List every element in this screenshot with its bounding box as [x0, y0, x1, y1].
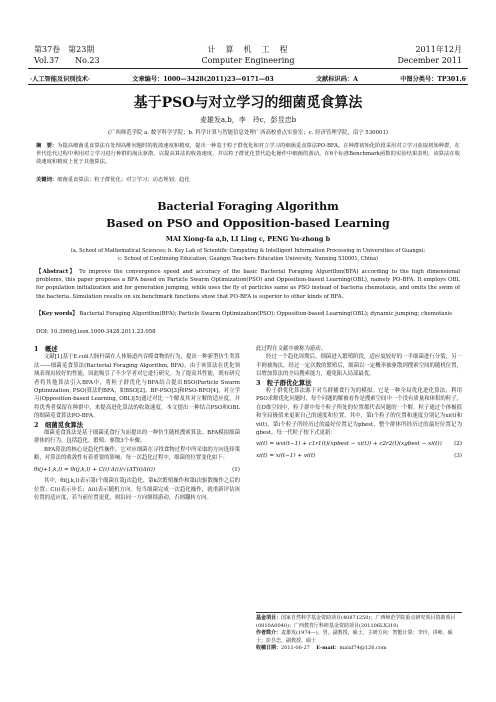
- journal-date: [397, 44, 462, 66]
- abstract-cn: [36, 142, 460, 166]
- volume-en: Vol.37 No.23: [34, 56, 100, 65]
- section-2-paragraph-4: 经过一个趋化周期后，细菌进入繁殖阶段，适应度较好的一半细菌进行分裂，另一半则被淘汰。经过一定次数的繁殖后，细菌以一定概率被驱散到搜索空间的随机位置，以增加算法的全局搜索能力，避免陷入局部最优。: [256, 354, 462, 378]
- date-cn: 2011年12月: [415, 45, 462, 54]
- volume-cn: 第37卷 第23期: [34, 45, 95, 54]
- equation-3: [256, 452, 462, 460]
- equation-1-number: (1): [232, 466, 240, 473]
- equation-2-number: (2): [454, 441, 462, 448]
- equation-3-body: xi(t) = xi(t−1) + vi(t): [256, 452, 316, 459]
- keywords-cn: [36, 176, 460, 184]
- email-address: maixf74@126.com: [339, 645, 387, 652]
- title-en-line1: Bacterial Foraging Algorithm: [157, 200, 339, 213]
- footnote: [256, 612, 462, 653]
- clc-number: 中图分类号：TP301.6: [400, 76, 466, 83]
- meta-rule: [28, 84, 468, 85]
- equation-3-number: (3): [454, 452, 462, 459]
- abstract-en: [36, 268, 460, 301]
- journal-name-cn: 计 算 机 工 程: [207, 45, 289, 54]
- document-code: 文献标识码：A: [316, 76, 358, 83]
- title-en: [0, 198, 496, 232]
- journal-name-en: Computer Engineering: [201, 56, 295, 65]
- received-label: 收稿日期：: [256, 645, 282, 652]
- abstract-cn-text: 为提高细菌觅食算法在处理高维问题时的收敛速度和精度，提出一种基于粒子群优化和对立学习的细菌觅食算法PO-BFA。在种群初始化阶段采用对立学习获取初始种群，在世代迭代过程中利用对立学习进行种群的淘汰驱散，以提高算法的收敛速度，并以粒子群优化替代趋化操作中细菌的游动。在6个标准Benchmark函数的实验结果表明，该算法在收敛速度和精度上优于其他算法。: [36, 143, 460, 165]
- right-column: [256, 345, 462, 463]
- equation-2-body: vi(t) = wvi(t−1) + c1r1(t)(xpbest − xi(t)) + c2r2(t)(xgbest − xi(t)): [256, 441, 442, 448]
- section-1-heading: 1 概述: [34, 345, 58, 353]
- article-number: 文章编号：1000—3428(2011)23—0171—03: [132, 76, 274, 83]
- author-bio-label: 作者简介：: [256, 630, 282, 637]
- section-3-heading: 3 粒子群优化算法: [256, 378, 312, 387]
- keywords-en: [36, 310, 460, 318]
- abstract-en-text: To improve the convergence speed and accuracy of the basic Bacterial Foraging Algorithm(BFA) according to the high dimensional problems, this paper proposes a BFA based on Particle Swarm Optimization(PSO) and Opposition-based Learning(OBL), namely PO-BFA. It employs OBL for population initialization and for generation jumping, while uses the fly of particles same as PSO instead of bacteria chemotaxis, and omits the swim of the bacteria. Simulation results on six benchmark functions show that PO-BFA is superior to other kinds of BFA.: [36, 269, 460, 300]
- abstract-en-label: 【Abstract】: [36, 269, 77, 275]
- keywords-en-label: 【Key words】: [36, 311, 78, 317]
- title-cn: 基于PSO与对立学习的细菌觅食算法: [133, 95, 363, 111]
- email-label: E-mail：: [316, 645, 340, 652]
- equation-1: [34, 466, 240, 474]
- author-bio-note: [256, 630, 462, 645]
- keywords-cn-text: 细菌觅食算法；粒子群优化；对立学习；动态规划；趋化: [57, 177, 190, 183]
- authors-en: MAI Xiong-fa a,b, LI Ling c, PENG Yu-zhong b: [165, 235, 331, 243]
- title-en-line2: Based on PSO and Opposition-based Learning: [106, 217, 390, 230]
- section-2-paragraph-2: BFA算法的核心是趋化性操作，它对应细菌在寻找食物过程中所采取的方向选择策略，对算法的收敛性有着重要的影响。每一次趋化过程中，细菌的位置变化如下：: [34, 446, 240, 462]
- affiliation-en: [0, 248, 496, 263]
- section-1-paragraph: 文献[1]基于E.coli大肠杆菌在人体肠道内吞噬食物的行为，提出一种新型仿生类算法——细菌觅食算法(Bacterial Foraging Algorithm, BFA)。由于该算法在优化领域表现出较好的性能，因此吸引了不少学者对它进行研究。为了提高其性能，既有研究者将其他算法引入BFA中，将粒子群优化与BFA结合提出BSO(Particle Swarm Optimization, PSO)算法的BFA，如BSO[2]、BF-PSO[3]和PSO-BFO[4]，对立学习(Opposition-based Learning, OBL)[5]通过对比一个解及其对立解的适应度，并将优秀者保留在种群中，来提高进化算法的收敛速度。本文提出一种结合PSO和OBL的细菌觅食算法PO-BFA。: [34, 354, 240, 420]
- article-meta-line: [30, 74, 466, 83]
- section-2-paragraph-3: 其中，θi(j,k,l)表示第i个细菌在第j次趋化、第k次繁殖操作和第l次驱散操作之后的位置；C(i)表示步长；Δ(i)表示随机方向。每当细菌完成一次趋化操作，就重新评估该位置的适应度，若当前位置更优，则沿同一方向继续游动，否则翻转方向。: [34, 478, 240, 501]
- equation-1-body: θi(j+1,k,l) = θi(j,k,l) + C(i)·Δ(i)/√(ΔT(i)Δ(i)): [34, 466, 156, 473]
- equation-2: [256, 440, 462, 448]
- keywords-en-text: Bacterial Foraging Algorithm(BFA); Particle Swarm Optimization(PSO); Opposition-based Learning(OBL); dynamic jumping; chemotaxis: [79, 311, 453, 317]
- continuation-paragraph: 此过程在文献中被称为游动。: [256, 346, 327, 352]
- affiliation-cn: (广西师范学院 a. 数学科学学院；b. 科学计算与智能信息处理广西高校重点实验室；c. 经济管理学院，南宁 530001): [108, 130, 388, 136]
- authors-cn: 麦雄发a,b，李 玲c，彭昱忠b: [199, 116, 297, 124]
- date-en: December 2011: [397, 56, 462, 65]
- keywords-cn-label: 关键词：: [36, 177, 58, 183]
- section-2-heading: 2 细菌觅食算法: [34, 420, 84, 429]
- abstract-cn-label: 摘 要：: [36, 143, 58, 149]
- received-date: 2011-06-27: [281, 645, 310, 652]
- funding-text: 国家自然科学基金资助项目(40871250)；广西师范学院重点研究项目资助项目(0810A0040)；广西教育厅科研基金资助项目(201106LX310): [256, 615, 456, 629]
- category-label: ·人工智能及识别技术·: [30, 76, 90, 83]
- affiliation-en-line1: (a. School of Mathematical Sciences; b. Key Lab of Scientific Computing & Intelligent Information Processing in Universities of Guangxi;: [70, 248, 426, 254]
- section-2-paragraph-1: 细菌觅食算法是基于细菌觅食行为而提出的一种仿生随机搜索算法。BFA模拟细菌群体的行为，包括趋化、繁殖、驱散3个步骤。: [34, 430, 240, 445]
- header-rule: [28, 68, 468, 69]
- received-note: [256, 645, 462, 653]
- affiliation-en-line2: c. School of Continuing Education, Guangxi Teachers Education University, Nanning 530001, China): [118, 255, 378, 262]
- section-3-paragraph: 粒子群优化算法源于对鸟群捕食行为的模拟。它是一种全局优化进化算法，利用PSO求解优化问题时，每个问题的解被看作是搜索空间中一个没有质量和体积的粒子，在D维空间中，粒子群中每个粒子所处的位置都代表问题的一个解。粒子通过个体极值和全局极值来更新自己的速度和位置，其中，第i个粒子的位置和速度分别记为xi(t)和vi(t)，第i个粒子所经历过的最好位置记为pbest，整个群体所经历过的最好位置记为gbest。每一代粒子按下式更新：: [256, 388, 462, 437]
- funding-note: [256, 615, 462, 630]
- funding-label: 基金项目：: [256, 615, 282, 621]
- author-bio-text: 麦雄发(1974—)，男，副教授、硕士，主研方向：智能计算；李玲，讲师、硕士；彭昱忠，副教授、硕士: [256, 630, 453, 644]
- left-column: [34, 345, 240, 502]
- doi: DOI: 10.3969/j.issn.1000-3428.2011.23.058: [36, 329, 156, 335]
